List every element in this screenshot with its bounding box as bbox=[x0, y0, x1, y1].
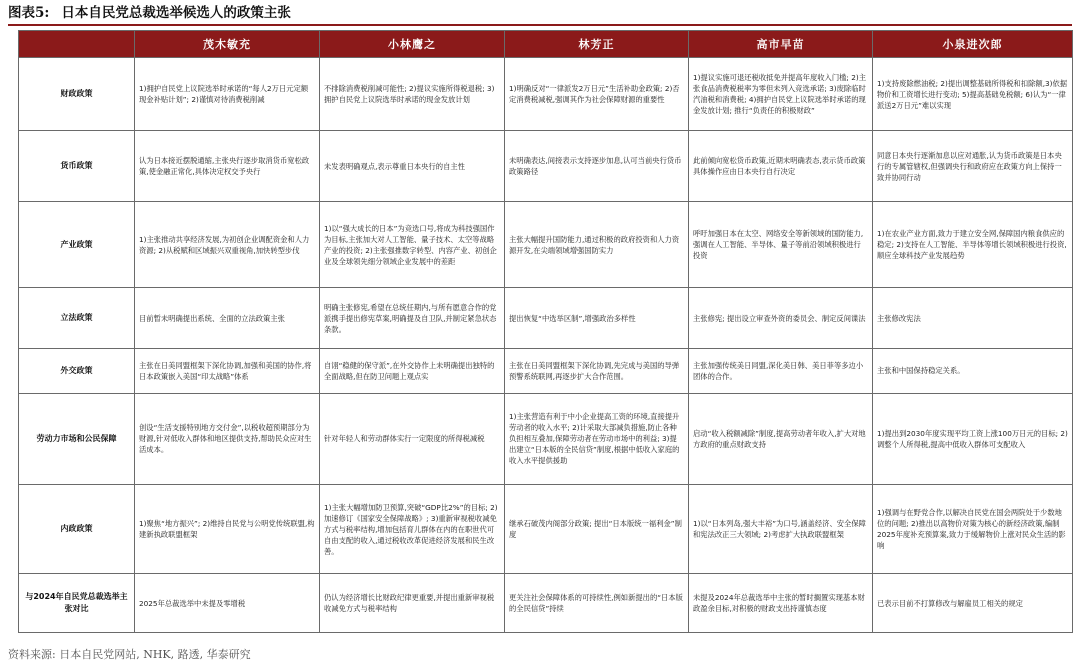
table-cell: 1)明确反对“一律派发2万日元”生活补助金政策; 2)否定消费税减税,强调其作为社会保障财源的重要性 bbox=[505, 58, 689, 131]
table-row bbox=[19, 131, 1073, 202]
table-cell: 1)支持废除燃油税; 2)提出调整基础所得税和扣除额,3)依据物价和工资增长进行变动; 5)提高基础免税额; 6)认为“一律派送2万日元”难以实现 bbox=[873, 58, 1073, 131]
table-cell: 1)主张营造有利于中小企业提高工资的环境,直接提升劳动者的收入水平; 2)计采取大部减负措施,防止各种负担相互叠加,保障劳动者在劳动市场中的利益; 3)提出建立“日本版的全民信贷”制度,根据中低收入家庭的收入水平提供援助 bbox=[505, 393, 689, 484]
figure-title bbox=[8, 2, 1072, 26]
table-cell: 启动“收入税额减除”制度,提高劳动者年收入,扩大对地方政府的重点财政支持 bbox=[689, 393, 873, 484]
table-cell: 针对年轻人和劳动群体实行一定限度的所得税减税 bbox=[320, 393, 505, 484]
row-label: 立法政策 bbox=[19, 288, 135, 349]
table-cell: 未提及2024年总裁选举中主张的暂时搁置实现基本财政盈余目标,对积极的财政支出持谨慎态度 bbox=[689, 574, 873, 633]
policy-table bbox=[18, 30, 1073, 633]
table-cell: 主张大幅提升国防能力,通过积极的政府投资和人力资源开发,在尖端领域增强国防实力 bbox=[505, 202, 689, 288]
table-cell: 同意日本央行逐渐加息以应对通胀,认为货币政策是日本央行的专属管辖权,但强调央行和政府应在政策方向上保持一致并协同行动 bbox=[873, 131, 1073, 202]
table-cell: 创设“生活支援特别地方交付金”,以税收超预期部分为财源,针对低收入群体和地区提供支持,帮助民众应对生活成本。 bbox=[135, 393, 320, 484]
table-cell: 主张修宪; 提出设立审查外资的委员会、制定反间谍法 bbox=[689, 288, 873, 349]
header-candidate: 小林鹰之 bbox=[320, 31, 505, 58]
table-cell: 主张和中国保持稳定关系。 bbox=[873, 349, 1073, 394]
table-cell: 主张加强传统美日同盟,深化美日韩、美日菲等多边小团体的合作。 bbox=[689, 349, 873, 394]
table-row bbox=[19, 202, 1073, 288]
table-row bbox=[19, 484, 1073, 573]
table-cell: 1)强调与在野党合作,以解决自民党在国会两院处于少数地位的问题; 2)推出以高物价对策为核心的新经济政策,编制2025年度补充预算案,致力于缓解物价上涨对民众生活的影响 bbox=[873, 484, 1073, 573]
table-cell: 1)以“日本列岛,强大丰裕”为口号,涵盖经济、安全保障和宪法改正三大领域; 2)考虑扩大执政联盟框架 bbox=[689, 484, 873, 573]
table-cell: 不排除消费税削减可能性; 2)提议实施所得税退税; 3)拥护自民党上议院选举时承诺的现金发放计划 bbox=[320, 58, 505, 131]
row-label: 财政政策 bbox=[19, 58, 135, 131]
table-cell: 2025年总裁选举中未提及零增税 bbox=[135, 574, 320, 633]
table-cell: 主张在日美同盟框架下深化协调,先完成与美国的导弹预警系统联网,再逐步扩大合作范围。 bbox=[505, 349, 689, 394]
table-cell: 目前暂未明确提出系统、全面的立法政策主张 bbox=[135, 288, 320, 349]
table-cell: 已表示目前不打算修改与解雇员工相关的规定 bbox=[873, 574, 1073, 633]
row-label: 外交政策 bbox=[19, 349, 135, 394]
table-cell: 主张在日美同盟框架下深化协调,加强和美国的协作,将日本政策嵌入美国“印太战略”体系 bbox=[135, 349, 320, 394]
table-cell: 主张修改宪法 bbox=[873, 288, 1073, 349]
table-row bbox=[19, 574, 1073, 633]
table-cell: 1)聚焦“地方振兴”; 2)维持自民党与公明党传统联盟,构建新执政联盟框架 bbox=[135, 484, 320, 573]
row-label: 劳动力市场和公民保障 bbox=[19, 393, 135, 484]
table-cell: 明确主张修宪,希望在总统任期内,与所有愿意合作的党派携手提出修宪草案,明确提及自卫队,并制定紧急状态条款。 bbox=[320, 288, 505, 349]
table-cell: 仍认为经济增长比财政纪律更重要,并提出重新审视税收减免方式与税率结构 bbox=[320, 574, 505, 633]
table-cell: 未发表明确观点,表示尊重日本央行的自主性 bbox=[320, 131, 505, 202]
header-candidate: 林芳正 bbox=[505, 31, 689, 58]
header-candidate: 茂木敏充 bbox=[135, 31, 320, 58]
source-note: 资料来源: 日本自民党网站, NHK, 路透, 华泰研究 bbox=[8, 648, 251, 661]
header-candidate: 高市早苗 bbox=[689, 31, 873, 58]
table-cell: 更关注社会保障体系的可持续性,例如新提出的“日本版的全民信贷”持续 bbox=[505, 574, 689, 633]
table-cell: 1)拥护自民党上议院选举时承诺的“每人2万日元定额现金补贴计划”; 2)谨慎对待消费税削减 bbox=[135, 58, 320, 131]
row-label: 货币政策 bbox=[19, 131, 135, 202]
table-row bbox=[19, 349, 1073, 394]
table-cell: 认为日本接近摆脱通缩,主张央行逐步取消货币宽松政策,使金融正常化,具体决定权交予央行 bbox=[135, 131, 320, 202]
table-cell: 未明确表达,间接表示支持逐步加息,认可当前央行货币政策路径 bbox=[505, 131, 689, 202]
header-candidate: 小泉进次郎 bbox=[873, 31, 1073, 58]
row-label: 产业政策 bbox=[19, 202, 135, 288]
table-cell: 提出恢复“中选举区制”,增强政治多样性 bbox=[505, 288, 689, 349]
table-cell: 1)在农业产业方面,致力于建立安全网,保障国内粮食供应的稳定; 2)支持在人工智能、半导体等增长领域积极进行投资,顺应全球科技产业发展趋势 bbox=[873, 202, 1073, 288]
table-cell: 自诩“稳健的保守派”,在外交协作上未明确提出独特的全面战略,但在防卫问题上观点实 bbox=[320, 349, 505, 394]
table-cell: 此前倾向宽松货币政策,近期未明确表态,表示货币政策具体操作应由日本央行自行决定 bbox=[689, 131, 873, 202]
figure-title-text: 日本自民党总裁选举候选人的政策主张 bbox=[61, 5, 291, 21]
row-label: 内政政策 bbox=[19, 484, 135, 573]
table-header-row bbox=[19, 31, 1073, 58]
table-row bbox=[19, 58, 1073, 131]
table-cell: 呼吁加强日本在太空、网络安全等新领域的国防能力,强调在人工智能、半导体、量子等前沿领域积极进行投资 bbox=[689, 202, 873, 288]
table-row bbox=[19, 393, 1073, 484]
table-cell: 1)提议实施可退还税收抵免并提高年度收入门槛; 2)主张食品消费税税率为零但未列入竞选承诺; 3)废除临时汽油税和消费税; 4)拥护自民党上议院选举时承诺的现金发放计划; 推行“负责任的积极财政” bbox=[689, 58, 873, 131]
table-row bbox=[19, 288, 1073, 349]
table-cell: 1)提出到2030年度实现平均工资上涨100万日元的目标; 2)调整个人所得税,提高中低收入群体可支配收入 bbox=[873, 393, 1073, 484]
row-label: 与2024年自民党总裁选举主张对比 bbox=[19, 574, 135, 633]
table-cell: 1)主张推动共享经济发展,为初创企业调配资金和人力资源; 2)从税赋和区域振兴双重视角,加快转型步伐 bbox=[135, 202, 320, 288]
figure-number: 图表5: bbox=[8, 5, 50, 21]
table-cell: 1)主张大幅增加防卫预算,突破“GDP比2%”的目标; 2)加速修订《国家安全保障战略》; 3)重新审视税收减免方式与税率结构,增加包括育儿群体在内的在职世代可自由支配的收入,通过税收改革促进经济发展和民生改善。 bbox=[320, 484, 505, 573]
table-cell: 1)以“强大成长的日本”为竞选口号,将成为科技强国作为目标,主张加大对人工智能、量子技术、太空等战略产业的投资; 2)主张强推数字转型、内容产业、初创企业及全球领先细分领域企业发展中的差距 bbox=[320, 202, 505, 288]
header-corner bbox=[19, 31, 135, 58]
table-cell: 继承石破茂内阁部分政策; 提出“日本版统一福利金”制度 bbox=[505, 484, 689, 573]
